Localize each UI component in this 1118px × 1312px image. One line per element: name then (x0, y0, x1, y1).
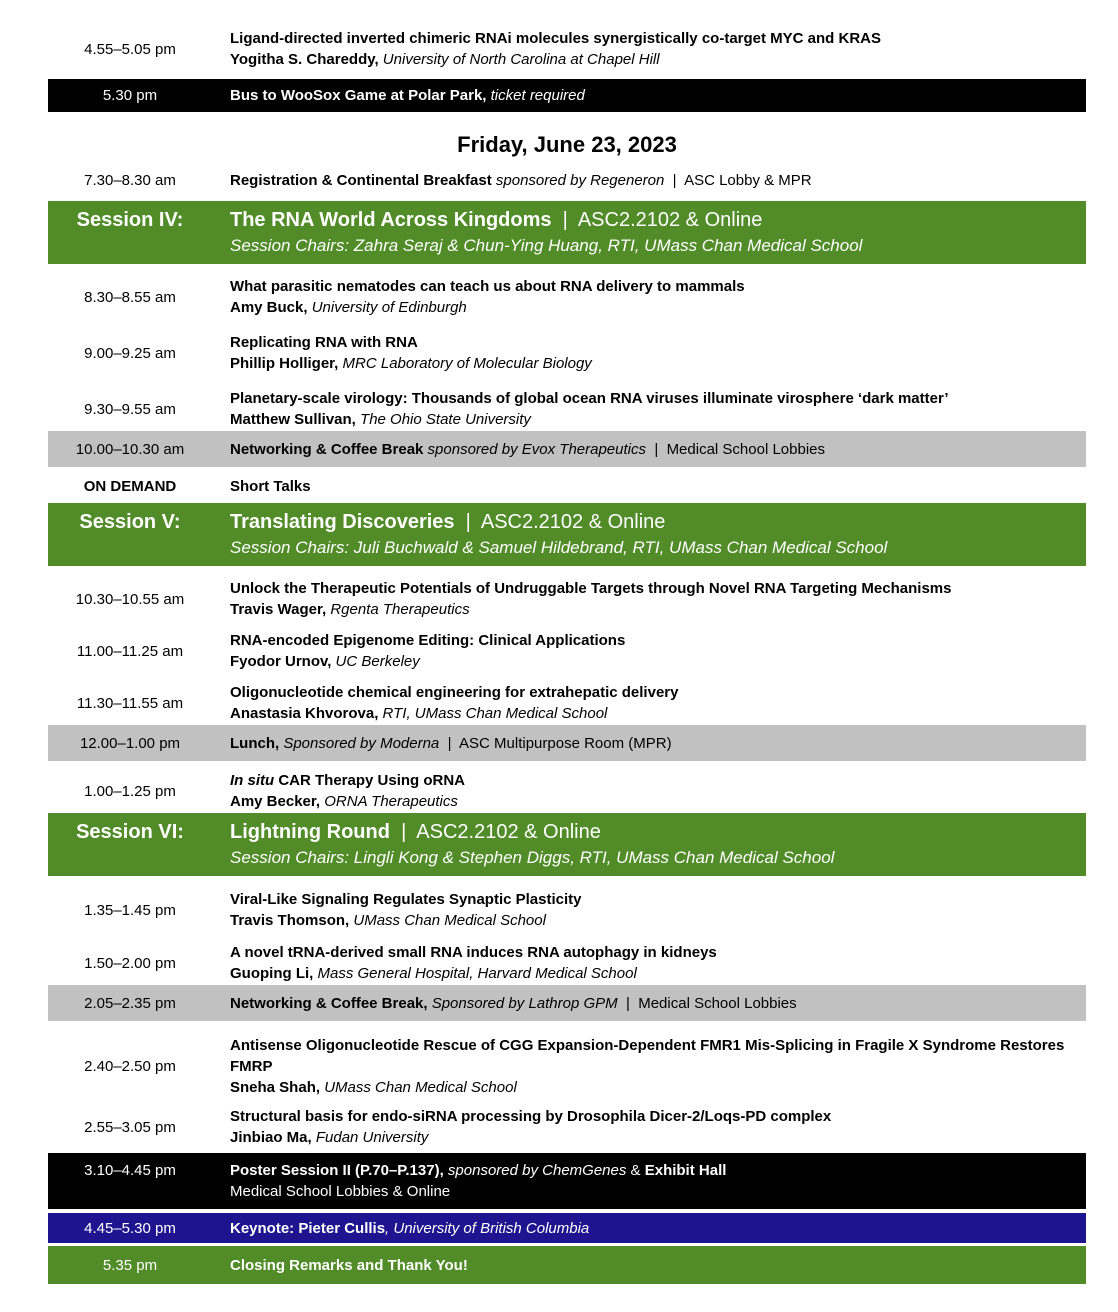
speaker-affiliation: University of Edinburgh (307, 299, 467, 316)
event-location: | Medical School Lobbies (646, 440, 825, 458)
event-sponsor: sponsored by ChemGenes (443, 1162, 631, 1179)
session-location: | ASC2.2102 & Online (551, 209, 763, 231)
time-slot: 7.30–8.30 am (84, 171, 176, 189)
event-title: Keynote: Pieter Cullis (230, 1219, 386, 1237)
time-slot: 10.30–10.55 am (75, 590, 185, 608)
event-location: | ASC Lobby & MPR (664, 171, 812, 189)
keynote-affiliation: , University of British Columbia (385, 1219, 590, 1237)
time-slot: 5.35 pm (102, 1256, 158, 1274)
break-row-lunch (48, 725, 1086, 761)
speaker-affiliation: UMass Chan Medical School (349, 912, 546, 929)
talk-row (48, 1105, 1086, 1149)
talk-row (48, 681, 1086, 725)
speaker-affiliation: ORNA Therapeutics (320, 793, 458, 810)
talk-title: Oligonucleotide chemical engineering for extrahepatic delivery (230, 684, 679, 701)
event-location: | ASC Multipurpose Room (MPR) (439, 734, 672, 752)
date-heading: Friday, June 23, 2023 (457, 132, 677, 157)
keynote-row (48, 1213, 1086, 1243)
speaker-name: Sneha Shah, (230, 1078, 321, 1096)
session-title: The RNA World Across Kingdoms (230, 209, 552, 231)
talk-row (48, 387, 1086, 431)
event-location: Medical School Lobbies & Online (230, 1183, 451, 1200)
session-chairs: Session Chairs: Juli Buchwald & Samuel Hildebrand, RTI, UMass Chan Medical School (230, 538, 888, 557)
event-title: Lunch, (230, 734, 280, 752)
event-location: | Medical School Lobbies (617, 994, 797, 1012)
on-demand-label: ON DEMAND (83, 478, 177, 495)
time-slot: 10.00–10.30 am (75, 440, 185, 458)
session-title: Translating Discoveries (230, 511, 455, 533)
talk-title: Ligand-directed inverted chimeric RNAi molecules synergistically co-target MYC and KRAS (230, 30, 881, 47)
speaker-name: Phillip Holliger, (230, 355, 339, 372)
talk-row (48, 331, 1086, 375)
event-title-suffix: Exhibit Hall (644, 1162, 727, 1179)
time-slot: 4.55–5.05 pm (84, 40, 176, 58)
session-header-iv (48, 201, 1086, 264)
speaker-name: Anastasia Khvorova, (230, 705, 379, 722)
speaker-name: Jinbiao Ma, (230, 1129, 312, 1146)
time-slot: 9.30–9.55 am (84, 400, 176, 418)
speaker-name: Travis Wager, (230, 601, 327, 618)
speaker-affiliation: Mass General Hospital, Harvard Medical School (313, 965, 637, 982)
session-header-v (48, 503, 1086, 566)
event-sponsor: Sponsored by Moderna (279, 734, 440, 752)
on-demand-row (48, 476, 1086, 497)
time-slot: 2.40–2.50 pm (84, 1057, 176, 1075)
session-label: Session VI: (76, 821, 184, 843)
time-slot: 8.30–8.55 am (84, 288, 176, 306)
session-chairs: Session Chairs: Zahra Seraj & Chun-Ying Huang, RTI, UMass Chan Medical School (230, 236, 863, 255)
talk-row (48, 629, 1086, 673)
on-demand-title: Short Talks (230, 478, 311, 495)
speaker-name: Amy Buck, (230, 299, 308, 316)
speaker-affiliation: The Ohio State University (355, 411, 531, 428)
talk-title: RNA-encoded Epigenome Editing: Clinical Applications (230, 632, 626, 649)
speaker-affiliation: UC Berkeley (331, 653, 420, 670)
event-title: Poster Session II (P.70–P.137), (230, 1162, 444, 1179)
talk-title: Antisense Oligonucleotide Rescue of CGG Expansion-Dependent FMR1 Mis-Splicing in Fragile X Syndrome Restores FMRP (230, 1036, 1069, 1075)
time-slot: 3.10–4.45 pm (84, 1162, 176, 1179)
talk-title: Planetary-scale virology: Thousands of global ocean RNA viruses illuminate virosphere ‘dark matter’ (230, 390, 949, 407)
speaker-affiliation: Fudan University (311, 1129, 429, 1146)
event-sponsor: sponsored by Evox Therapeutics (423, 440, 646, 458)
talk-row (48, 577, 1086, 621)
break-row-coffee (48, 985, 1086, 1021)
time-slot: 9.00–9.25 am (84, 344, 176, 362)
talk-title: Unlock the Therapeutic Potentials of Undruggable Targets through Novel RNA Targeting Mechanisms (230, 580, 952, 597)
event-title: Networking & Coffee Break (230, 440, 424, 458)
event-title: Closing Remarks and Thank You! (230, 1256, 468, 1274)
speaker-affiliation: UMass Chan Medical School (320, 1078, 517, 1096)
session-header-vi (48, 813, 1086, 876)
event-title: Networking & Coffee Break, (230, 994, 428, 1012)
closing-remarks-row (48, 1246, 1086, 1284)
break-row-coffee (48, 431, 1086, 467)
speaker-name: Travis Thomson, (230, 912, 350, 929)
talk-title: CAR Therapy Using oRNA (274, 772, 466, 789)
session-title: Lightning Round (230, 821, 390, 843)
session-label: Session V: (79, 511, 181, 533)
talk-title-italic-lead: In situ (230, 772, 275, 789)
time-slot: 1.35–1.45 pm (84, 901, 176, 919)
special-event-row-poster (48, 1153, 1086, 1209)
time-slot: 2.55–3.05 pm (84, 1118, 176, 1136)
talk-row (48, 941, 1086, 985)
talk-title: Structural basis for endo-siRNA processing by Drosophila Dicer-2/Loqs-PD complex (230, 1108, 832, 1125)
speaker-affiliation: RTI, UMass Chan Medical School (378, 705, 608, 722)
talk-title: Viral-Like Signaling Regulates Synaptic Plasticity (230, 891, 582, 908)
talk-row (48, 1034, 1086, 1098)
time-slot: 2.05–2.35 pm (84, 994, 176, 1012)
event-sponsor: sponsored by Regeneron (491, 171, 665, 189)
time-slot: 4.45–5.30 pm (84, 1219, 176, 1237)
session-chairs: Session Chairs: Lingli Kong & Stephen Diggs, RTI, UMass Chan Medical School (230, 848, 835, 867)
talk-title: A novel tRNA-derived small RNA induces RNA autophagy in kidneys (230, 944, 717, 961)
event-title: Bus to WooSox Game at Polar Park, (230, 87, 487, 104)
speaker-affiliation: University of North Carolina at Chapel Hill (378, 51, 660, 68)
time-slot: 11.30–11.55 am (76, 694, 184, 712)
speaker-name: Amy Becker, (230, 793, 321, 810)
event-conjunction: & (630, 1162, 645, 1179)
event-note: ticket required (486, 87, 585, 104)
time-slot: 1.00–1.25 pm (84, 782, 176, 800)
session-location: | ASC2.2102 & Online (389, 821, 601, 843)
speaker-name: Matthew Sullivan, (230, 411, 356, 428)
speaker-name: Guoping Li, (230, 965, 314, 982)
speaker-name: Fyodor Urnov, (230, 653, 332, 670)
talk-row (48, 27, 1086, 71)
event-row-registration (48, 169, 1086, 191)
session-location: | ASC2.2102 & Online (454, 511, 666, 533)
time-slot: 5.30 pm (102, 87, 158, 104)
speaker-affiliation: Rgenta Therapeutics (326, 601, 470, 618)
event-sponsor: Sponsored by Lathrop GPM (427, 994, 618, 1012)
special-event-row-bus (48, 79, 1086, 112)
event-title: Registration & Continental Breakfast (230, 171, 492, 189)
talk-row (48, 769, 1086, 813)
time-slot: 11.00–11.25 am (76, 642, 184, 660)
time-slot: 12.00–1.00 pm (79, 734, 181, 752)
session-label: Session IV: (76, 209, 184, 231)
speaker-name: Yogitha S. Chareddy, (230, 51, 379, 68)
speaker-affiliation: MRC Laboratory of Molecular Biology (338, 355, 592, 372)
talk-row (48, 888, 1086, 932)
time-slot: 1.50–2.00 pm (84, 954, 176, 972)
talk-title: Replicating RNA with RNA (230, 334, 418, 351)
talk-row (48, 275, 1086, 319)
talk-title: What parasitic nematodes can teach us about RNA delivery to mammals (230, 278, 745, 295)
